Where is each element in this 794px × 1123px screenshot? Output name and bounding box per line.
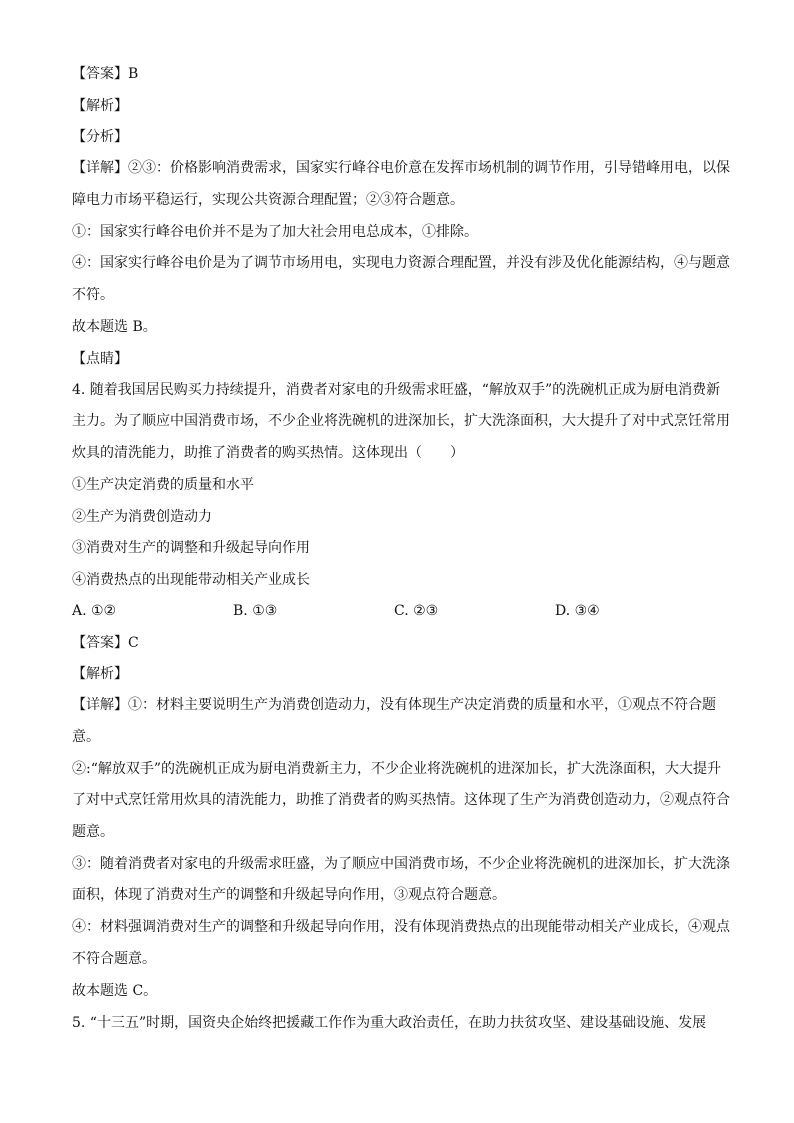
q4-option-d: D. ③④ — [555, 603, 600, 619]
q3-comment-label: 【点睛】 — [72, 350, 128, 367]
q4-stem: 4. 随着我国居民购买力持续提升，消费者对家电的升级需求旺盛，“解放双手”的洗碗机正成为厨电消费新主力。为了顺应中国消费市场，不少企业将洗碗机的进深加长，扩大洗涤面积，大大提升了对中式烹饪常用炊具的清洗能力，助推了消费者的购买热情。这体现出（ ） — [72, 381, 730, 461]
q4-analysis-label: 【解析】 — [72, 666, 128, 682]
q4-option-a: A. ①② — [72, 603, 117, 619]
q3-conclusion: 故本题选 B。 — [72, 319, 157, 335]
q4-detail: 【详解】①：材料主要说明生产为消费创造动力，没有体现生产决定消费的质量和水平，①观点不符合题意。 — [72, 697, 716, 745]
q4-conclusion: 故本题选 C。 — [72, 983, 158, 999]
q4-point-2: ②:“解放双手”的洗碗机正成为厨电消费新主力，不少企业将洗碗机的进深加长，扩大洗涤面积，大大提升了对中式烹饪常用炊具的清洗能力，助推了消费者的购买热情。这体现了生产为消费创造动力，②观点符合题意。 — [72, 760, 730, 840]
q3-analysis-label: 【解析】 — [72, 97, 128, 114]
q4-point-3: ③：随着消费者对家电的升级需求旺盛，为了顺应中国消费市场，不少企业将洗碗机的进深加长，扩大洗涤面积，体现了消费对生产的调整和升级起导向作用，③观点符合题意。 — [72, 855, 730, 903]
q4-option-b: B. ①③ — [233, 603, 278, 619]
q3-detail: 【详解】②③：价格影响消费需求，国家实行峰谷电价意在发挥市场机制的调节作用，引导错峰用电，以保障电力市场平稳运行，实现公共资源合理配置；②③符合题意。 — [72, 160, 730, 208]
q4-answer: 【答案】C — [72, 634, 139, 651]
q3-answer: 【答案】B — [72, 66, 139, 82]
q3-point-1: ①：国家实行峰谷电价并不是为了加大社会用电总成本，①排除。 — [72, 224, 478, 240]
q3-analyze-label: 【分析】 — [72, 129, 128, 145]
q4-point-4: ④：材料强调消费对生产的调整和升级起导向作用，没有体现消费热点的出现能带动相关产业成长，④观点不符合题意。 — [72, 919, 730, 967]
document-page — [72, 64, 732, 1044]
q4-statement-1: ①生产决定消费的质量和水平 — [72, 477, 254, 493]
q4-statement-2: ②生产为消费创造动力 — [72, 508, 212, 525]
q4-statement-4: ④消费热点的出现能带动相关产业成长 — [72, 571, 310, 588]
q4-statement-3: ③消费对生产的调整和升级起导向作用 — [72, 540, 310, 556]
q4-option-c: C. ②③ — [394, 603, 439, 619]
q4-options — [72, 601, 732, 621]
q3-point-4: ④：国家实行峰谷电价是为了调节市场用电，实现电力资源合理配置，并没有涉及优化能源结构，④与题意不符。 — [72, 255, 730, 303]
q5-stem: 5. “十三五”时期，国资央企始终把援藏工作作为重大政治责任，在助力扶贫攻坚、建设基础设施、发展 — [72, 1014, 707, 1031]
